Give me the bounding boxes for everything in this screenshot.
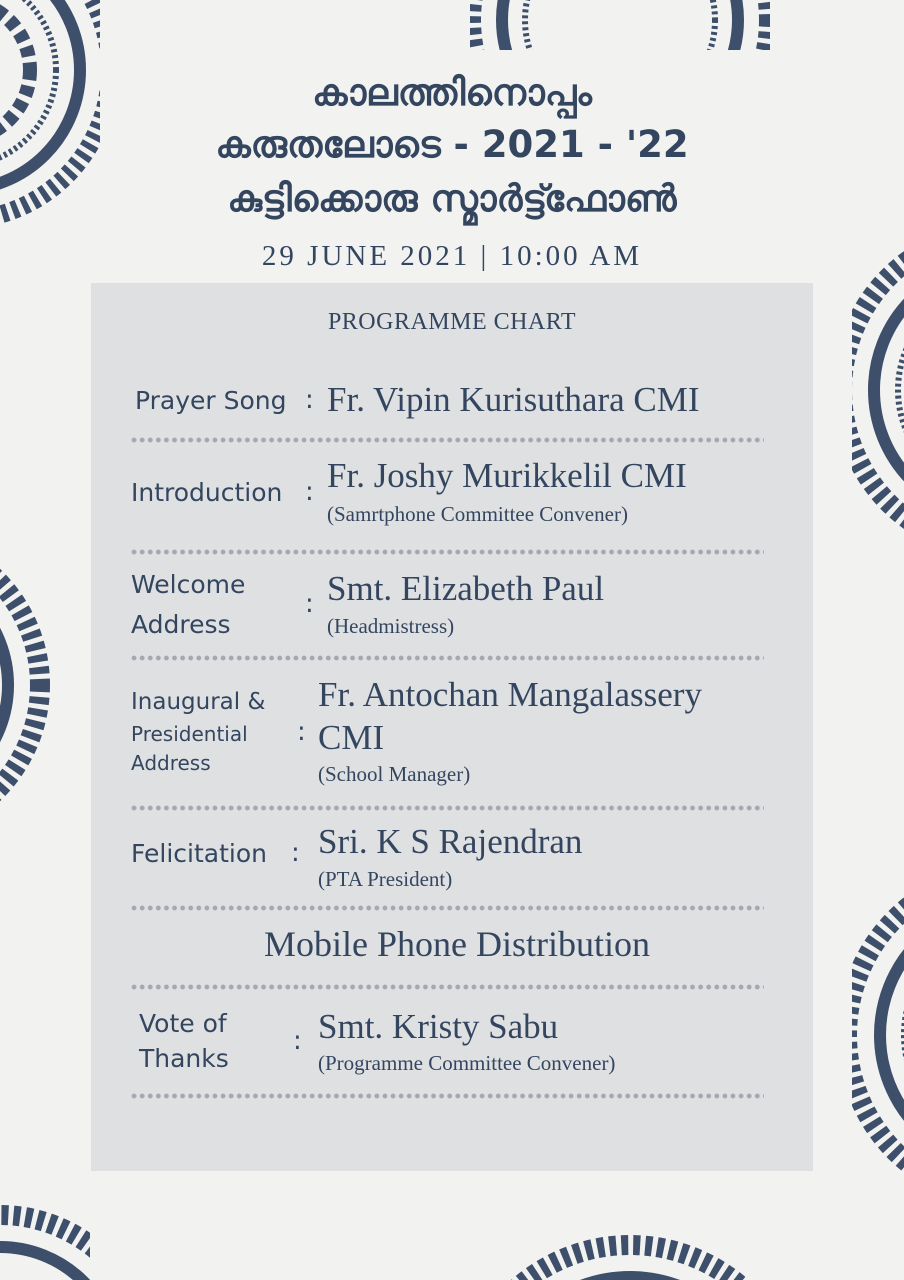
vote-of-thanks-label-line-1: Vote of [139,1009,227,1038]
felicitation-name: Sri. K S Rajendran [318,822,583,861]
vote-of-thanks-role: (Programme Committee Convener) [318,1051,616,1075]
mandala-ornament-bottom-left [0,1195,90,1280]
welcome-address-label-line-2: Address [131,610,231,639]
title-line-3: കുട്ടിക്കൊരു സ്മാർട്ട്ഫോൺ [227,177,677,220]
title-line-1: കാലത്തിനൊപ്പം [312,71,592,114]
dotted-divider [130,655,764,661]
mandala-ornament-right-lower [852,860,904,1210]
introduction-label: Introduction [131,478,283,507]
date-time: 29 JUNE 2021 | 10:00 AM [261,240,643,272]
separator-colon: : [297,717,306,747]
mandala-ornament-left-middle [0,535,50,835]
programme-chart-panel [91,283,813,1171]
inaugural-label-line-1: Inaugural & [131,689,266,715]
introduction-name: Fr. Joshy Murikkelil CMI [327,456,687,495]
felicitation-role: (PTA President) [318,867,453,891]
mandala-ornament-right-upper [852,225,904,555]
felicitation-label: Felicitation [131,839,267,868]
inaugural-label-line-2: Presidential [131,722,248,746]
inaugural-role: (School Manager) [318,762,471,786]
welcome-address-name: Smt. Elizabeth Paul [327,569,605,608]
welcome-address-role: (Headmistress) [327,614,455,638]
dotted-divider [130,1093,764,1099]
dotted-divider [130,549,764,555]
vote-of-thanks-name: Smt. Kristy Sabu [318,1007,559,1046]
inaugural-name-line-1: Fr. Antochan Mangalassery [318,675,702,714]
dotted-divider [130,437,764,443]
prayer-song-label: Prayer Song [135,386,287,415]
mandala-ornament-top-center [470,0,770,50]
separator-colon: : [305,385,314,415]
separator-colon: : [291,838,300,868]
programme-chart-heading: PROGRAMME CHART [327,309,577,335]
dotted-divider [130,805,764,811]
mobile-phone-distribution: Mobile Phone Distribution [264,924,650,964]
mandala-ornament-bottom-center [500,1225,760,1280]
inaugural-name-line-2: CMI [318,718,385,757]
separator-colon: : [305,589,314,619]
separator-colon: : [293,1026,302,1056]
introduction-role: (Samrtphone Committee Convener) [327,502,628,526]
title-line-2: കരുതലോടെ - 2021 - '22 [215,123,689,166]
welcome-address-label-line-1: Welcome [131,570,246,599]
prayer-song-name: Fr. Vipin Kurisuthara CMI [327,380,700,419]
dotted-divider [130,984,764,990]
dotted-divider [130,905,764,911]
vote-of-thanks-label-line-2: Thanks [139,1044,229,1073]
inaugural-label-line-3: Address [131,751,211,775]
separator-colon: : [305,477,314,507]
